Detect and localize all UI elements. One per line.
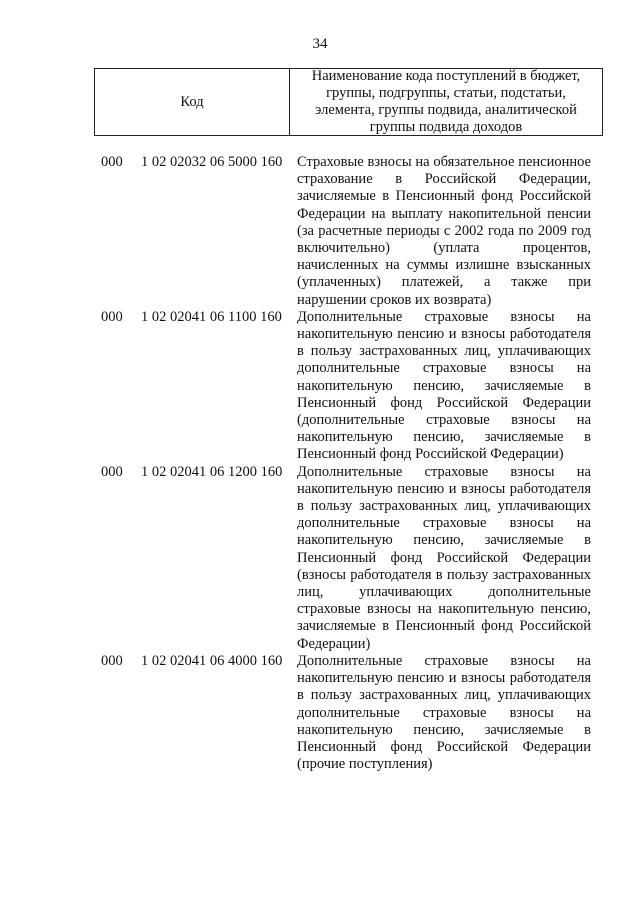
- row-revenue-code: 1 02 02032 06 5000 160: [141, 154, 283, 170]
- row-revenue-name: Страховые взносы на обязательное пенсионное страхование в Российской Федерации, зачисляемые в Пенсионный фонд Российской Федерации на выплату накопительной пенсии (за расчетные периоды с 2002 года по 2009 год включительно) (уплата процентов, начисленных на суммы излишне взысканных (уплаченных) платежей, а также при нарушении сроков их возврата): [297, 154, 591, 308]
- row-revenue-name: Дополнительные страховые взносы на накопительную пенсию и взносы работодателя в пользу застрахованных лиц, уплачивающих дополнительные страховые взносы на накопительную пенсию, зачисляемые в Пенсионный фонд Российской Федерации (прочие поступления): [297, 652, 591, 773]
- page-number: 34: [312, 36, 328, 52]
- table-header: [94, 68, 603, 136]
- row-admin-code: 000: [101, 652, 123, 669]
- table-row: [0, 154, 640, 309]
- table-row: [0, 653, 640, 773]
- row-revenue-code: 1 02 02041 06 1200 160: [141, 463, 283, 480]
- row-admin-code: 000: [101, 463, 123, 480]
- row-admin-code: 000: [101, 154, 123, 170]
- row-revenue-code: 1 02 02041 06 4000 160: [141, 652, 283, 669]
- table-row: [0, 464, 640, 653]
- table-body: [0, 154, 640, 773]
- row-revenue-code: 1 02 02041 06 1100 160: [141, 308, 282, 325]
- row-admin-code: 000: [101, 308, 123, 325]
- header-code-label: Код: [95, 69, 290, 135]
- row-revenue-name: Дополнительные страховые взносы на накопительную пенсию и взносы работодателя в пользу застрахованных лиц, уплачивающих дополнительные страховые взносы на накопительную пенсию, зачисляемые в Пенсионный фонд Российской Федерации (взносы работодателя в пользу застрахованных лиц, уплачивающих дополнительные страховые взносы на накопительную пенсию, зачисляемые в Пенсионный фонд Российской Федерации): [297, 463, 591, 652]
- row-revenue-name: Дополнительные страховые взносы на накопительную пенсию и взносы работодателя в пользу застрахованных лиц, уплачивающих дополнительные страховые взносы на накопительную пенсию, зачисляемые в Пенсионный фонд Российской Федерации (дополнительные страховые взносы на накопительную пенсию, зачисляемые в Пенсионный фонд Российской Федерации): [297, 308, 591, 463]
- table-row: [0, 309, 640, 464]
- header-name-label: Наименование кода поступлений в бюджет, группы, подгруппы, статьи, подстатьи, элемента, группы подвида, аналитической группы подвида доходов: [311, 68, 581, 135]
